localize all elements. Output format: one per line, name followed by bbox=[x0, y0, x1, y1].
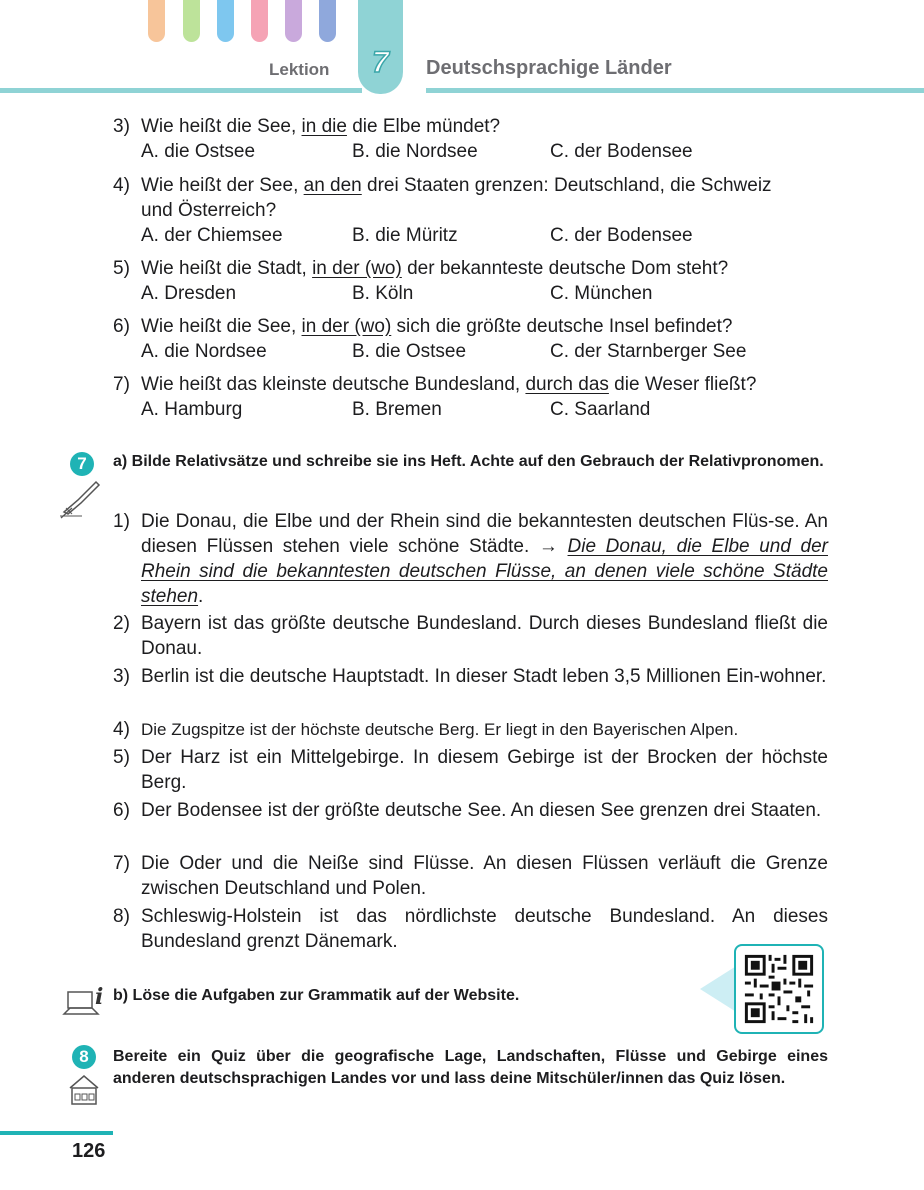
option-a: A. die Ostsee bbox=[141, 141, 256, 162]
option-a: A. Dresden bbox=[141, 283, 237, 304]
pen-writing-icon bbox=[58, 478, 102, 520]
option-b: B. Köln bbox=[352, 283, 414, 304]
item-text: Der Harz ist ein Mittelgebirge. In diesem Gebirge ist der Brocken der höchste Berg. bbox=[141, 747, 828, 793]
item-number: 1) bbox=[113, 511, 130, 532]
question-text: Wie heißt die See, in der (wo) sich die größte deutsche Insel befindet? bbox=[141, 316, 733, 337]
question-number: 4) bbox=[113, 175, 130, 196]
question-text: Wie heißt der See, an den drei Staaten grenzen: Deutschland, die Schweiz bbox=[141, 175, 772, 196]
option-c: C. der Bodensee bbox=[550, 141, 693, 162]
option-a: A. der Chiemsee bbox=[141, 225, 283, 246]
item-text: Die Donau, die Elbe und der Rhein sind die bekanntesten deutschen Flüs-se. An diesen Flüssen stehen viele schöne Städte. → Die Donau, die Elbe und der Rhein sind die bekanntesten deutschen Flüsse, an denen viele schöne Städte stehen. bbox=[141, 511, 828, 607]
option-a: A. Hamburg bbox=[141, 399, 243, 420]
qr-code-link[interactable] bbox=[700, 944, 824, 1034]
item-number: 6) bbox=[113, 800, 130, 821]
item-number: 2) bbox=[113, 613, 130, 634]
question-number: 5) bbox=[113, 258, 130, 279]
item-text: Schleswig-Holstein ist das nördlichste deutsche Bundesland. An dieses Bundesland grenzt Dänemark. bbox=[141, 906, 828, 952]
list-item bbox=[113, 798, 828, 823]
item-number: 8) bbox=[113, 906, 130, 927]
item-number: 7) bbox=[113, 853, 130, 874]
item-text: Die Oder und die Neiße sind Flüsse. An diesen Flüssen verläuft die Grenze zwischen Deutschland und Polen. bbox=[141, 853, 828, 899]
color-tab bbox=[319, 0, 336, 42]
list-item bbox=[113, 717, 828, 742]
item-text: Die Zugspitze ist der höchste deutsche Berg. Er liegt in den Bayerischen Alpen. bbox=[141, 720, 739, 739]
question-number: 3) bbox=[113, 116, 130, 137]
question-text: Wie heißt die Stadt, in der (wo) der bekannteste deutsche Dom steht? bbox=[141, 258, 729, 279]
list-item bbox=[113, 509, 828, 609]
option-c: C. Saarland bbox=[550, 399, 651, 420]
header-rule-right bbox=[426, 88, 924, 93]
question-text: Wie heißt die See, in die die Elbe mündet? bbox=[141, 116, 501, 137]
option-b: B. die Müritz bbox=[352, 225, 458, 246]
color-tab bbox=[285, 0, 302, 42]
lektion-label: Lektion bbox=[269, 60, 330, 79]
item-number: 4) bbox=[113, 719, 130, 740]
header-rule-left bbox=[0, 88, 362, 93]
option-b: B. Bremen bbox=[352, 399, 442, 420]
option-c: C. der Bodensee bbox=[550, 225, 693, 246]
item-number: 5) bbox=[113, 747, 130, 768]
item-text: Bayern ist das größte deutsche Bundesland. Durch dieses Bundesland fließt die Donau. bbox=[141, 613, 828, 659]
school-house-icon bbox=[66, 1072, 102, 1108]
page-number: 126 bbox=[72, 1140, 106, 1162]
list-item bbox=[113, 664, 828, 689]
task-badge-8: 8 bbox=[72, 1045, 96, 1069]
footer-bar bbox=[0, 1131, 113, 1135]
lesson-number: 7 bbox=[372, 46, 389, 79]
list-item bbox=[113, 851, 828, 901]
question-text-line2: und Österreich? bbox=[141, 200, 277, 221]
list-item bbox=[113, 745, 828, 795]
example-answer: Die Donau, die Elbe und der Rhein sind die bekanntesten deutschen Flüsse, an denen viele schöne Städte stehen bbox=[141, 536, 828, 607]
option-c: C. der Starnberger See bbox=[550, 341, 747, 362]
item-number: 3) bbox=[113, 666, 130, 687]
option-b: B. die Nordsee bbox=[352, 141, 478, 162]
question-number: 6) bbox=[113, 316, 130, 337]
list-item bbox=[113, 611, 828, 661]
task7-instruction: a) Bilde Relativsätze und schreibe sie ins Heft. Achte auf den Gebrauch der Relativpronomen. bbox=[113, 453, 824, 470]
task8-instruction: Bereite ein Quiz über die geografische Lage, Landschaften, Flüsse und Gebirge eines anderen deutschsprachigen Landes vor und lass deine Mitschüler/innen das Quiz lösen. bbox=[113, 1048, 828, 1087]
color-tab bbox=[148, 0, 165, 42]
qr-code-icon bbox=[734, 944, 824, 1034]
task-badge-7: 7 bbox=[70, 452, 94, 476]
task7b-instruction: b) Löse die Aufgaben zur Grammatik auf der Website. bbox=[113, 987, 520, 1004]
color-tab bbox=[217, 0, 234, 42]
option-a: A. die Nordsee bbox=[141, 341, 267, 362]
option-b: B. die Ostsee bbox=[352, 341, 467, 362]
item-text: Berlin ist die deutsche Hauptstadt. In dieser Stadt leben 3,5 Millionen Ein-wohner. bbox=[141, 666, 827, 687]
chapter-title: Deutschsprachige Länder bbox=[426, 57, 672, 79]
color-tab bbox=[183, 0, 200, 42]
item-text: Der Bodensee ist der größte deutsche See. An diesen See grenzen drei Staaten. bbox=[141, 800, 822, 821]
laptop-info-icon bbox=[62, 982, 108, 1022]
option-c: C. München bbox=[550, 283, 653, 304]
color-tabs bbox=[148, 0, 338, 42]
svg-text:i: i bbox=[95, 984, 104, 1010]
question-text: Wie heißt das kleinste deutsche Bundesland, durch das die Weser fließt? bbox=[141, 374, 757, 395]
question-number: 7) bbox=[113, 374, 130, 395]
color-tab bbox=[251, 0, 268, 42]
